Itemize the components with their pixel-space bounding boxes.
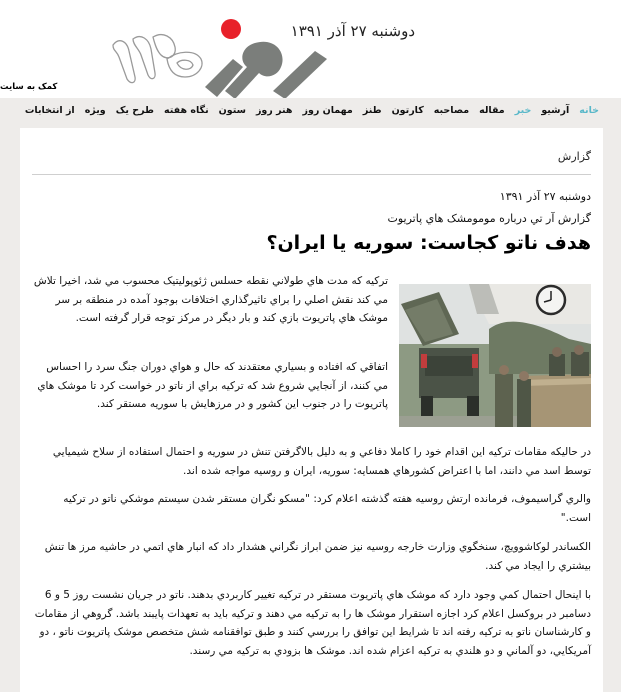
main-navigation	[0, 98, 621, 130]
article-title: هدف ناتو کجاست: سوریه یا ایران؟	[266, 232, 591, 254]
article-paragraph: والري گراسيموف، فرمانده ارتش روسيه هفته گذشته اعلام کرد: "مسکو نگران مستقر شدن سيستم موشکي ناتو در ترکيه است."	[63, 493, 591, 524]
nav-item[interactable]: ویژه	[84, 105, 106, 116]
nav-item[interactable]: آرشیو	[541, 105, 570, 116]
nav-item[interactable]: طنز	[362, 105, 382, 116]
nav-item[interactable]: ستون	[218, 105, 246, 116]
logo-red-dot	[221, 19, 241, 39]
nav-item[interactable]: خانه	[579, 105, 599, 116]
nav-item[interactable]: مقاله	[479, 105, 505, 116]
help-site-link[interactable]: کمک به سایت	[0, 82, 58, 92]
right-margin	[603, 130, 621, 692]
header-date: دوشنبه ۲۷ آذر ۱۳۹۱	[290, 22, 415, 40]
site-header	[0, 0, 621, 98]
nav-item[interactable]: هنر روز	[255, 105, 293, 116]
article-date: دوشنبه ۲۷ آذر ۱۳۹۱	[499, 190, 591, 203]
nav-item[interactable]: طرح یک	[115, 105, 154, 116]
article-container	[20, 128, 603, 692]
logo-gray-letters	[205, 42, 327, 99]
article-subtitle: گزارش آر تي درباره مومومشک هاي پاتريوت	[387, 212, 591, 225]
article-paragraph: با اينحال احتمال کمي وجود دارد که موشک هاي پاتريوت مستقر در ترکيه تغيير کاربردي بدهند. ناتو در جريان نشست روز 5 و 6 دسامبر در بروکسل اعلام کرد اجازه استقرار موشک ها را به ترکيه مي دهند و ترکيه بايد به تعهدات پايبند باشد. گروهي از مقامات و کارشناسان ناتو به ترکيه رفته اند تا شرايط اين توافق را بررسي کنند و طبق توافقنامه شش متخصص موشک پاتريوت ناتو ، دو آمريکايي، دو آلماني و دو هلندي به ترکيه اعزام شده اند. موشک ها بزودي به ترکيه مي رسند.	[34, 589, 591, 657]
section-label[interactable]: گزارش	[557, 150, 591, 163]
logo-outline-numerals	[113, 35, 202, 83]
article-paragraph: ترکيه که مدت هاي طولاني نقطه حسلس ژئوپوليتيک محسوب مي شد، اخيرا تلاش مي کند نقش اصلي را براي تاثيرگذاري اختلافات بوجود آمده در منطقه بر سر موشک هاي پاتريوت بازي کند و بار ديگر در مرکز توجه قرار گرفته است.	[33, 275, 388, 324]
nav-item[interactable]: کارتون	[391, 105, 424, 116]
article-paragraph: اتفاقي که افتاده و بسياري معتقدند که حال و هواي دوران جنگ سرد را احساس مي کنند، از آنجايي شروع شد که ترکيه براي از ناتو در خواست کرد تا موشک هاي پاتريوت را در جنوب اين کشور و در مرزهايش با سوريه مستقر کند.	[37, 361, 388, 410]
article-paragraph: الکساندر لوکاشوويچ، سنخگوي وزارت خارجه روسيه نيز ضمن ابراز نگراني هشدار داد که انبار هاي اتمي در حاشيه مرز ها تنش بيشتري را ايجاد مي کند.	[44, 541, 591, 572]
nav-list	[25, 105, 599, 116]
article-photo	[399, 284, 591, 427]
left-margin	[0, 130, 20, 692]
nav-item[interactable]: از انتخابات	[24, 105, 75, 116]
nav-item[interactable]: خبر	[514, 105, 532, 116]
nav-item[interactable]: مصاحبه	[433, 105, 470, 116]
section-divider	[32, 174, 591, 175]
nav-item[interactable]: نگاه هفته	[164, 105, 209, 116]
article-paragraph: در حاليکه مقامات ترکيه اين اقدام خود را کاملا دفاعي و به دليل بالاگرفتن تنش در سوريه و احتمال استفاده از سلاح شيميايي توسط اسد مي دانند، اما با اعتراض کشورهاي همسايه: سوريه، ايران و روسيه مواجه شده اند.	[52, 446, 591, 477]
nav-item[interactable]: مهمان روز	[302, 105, 353, 116]
